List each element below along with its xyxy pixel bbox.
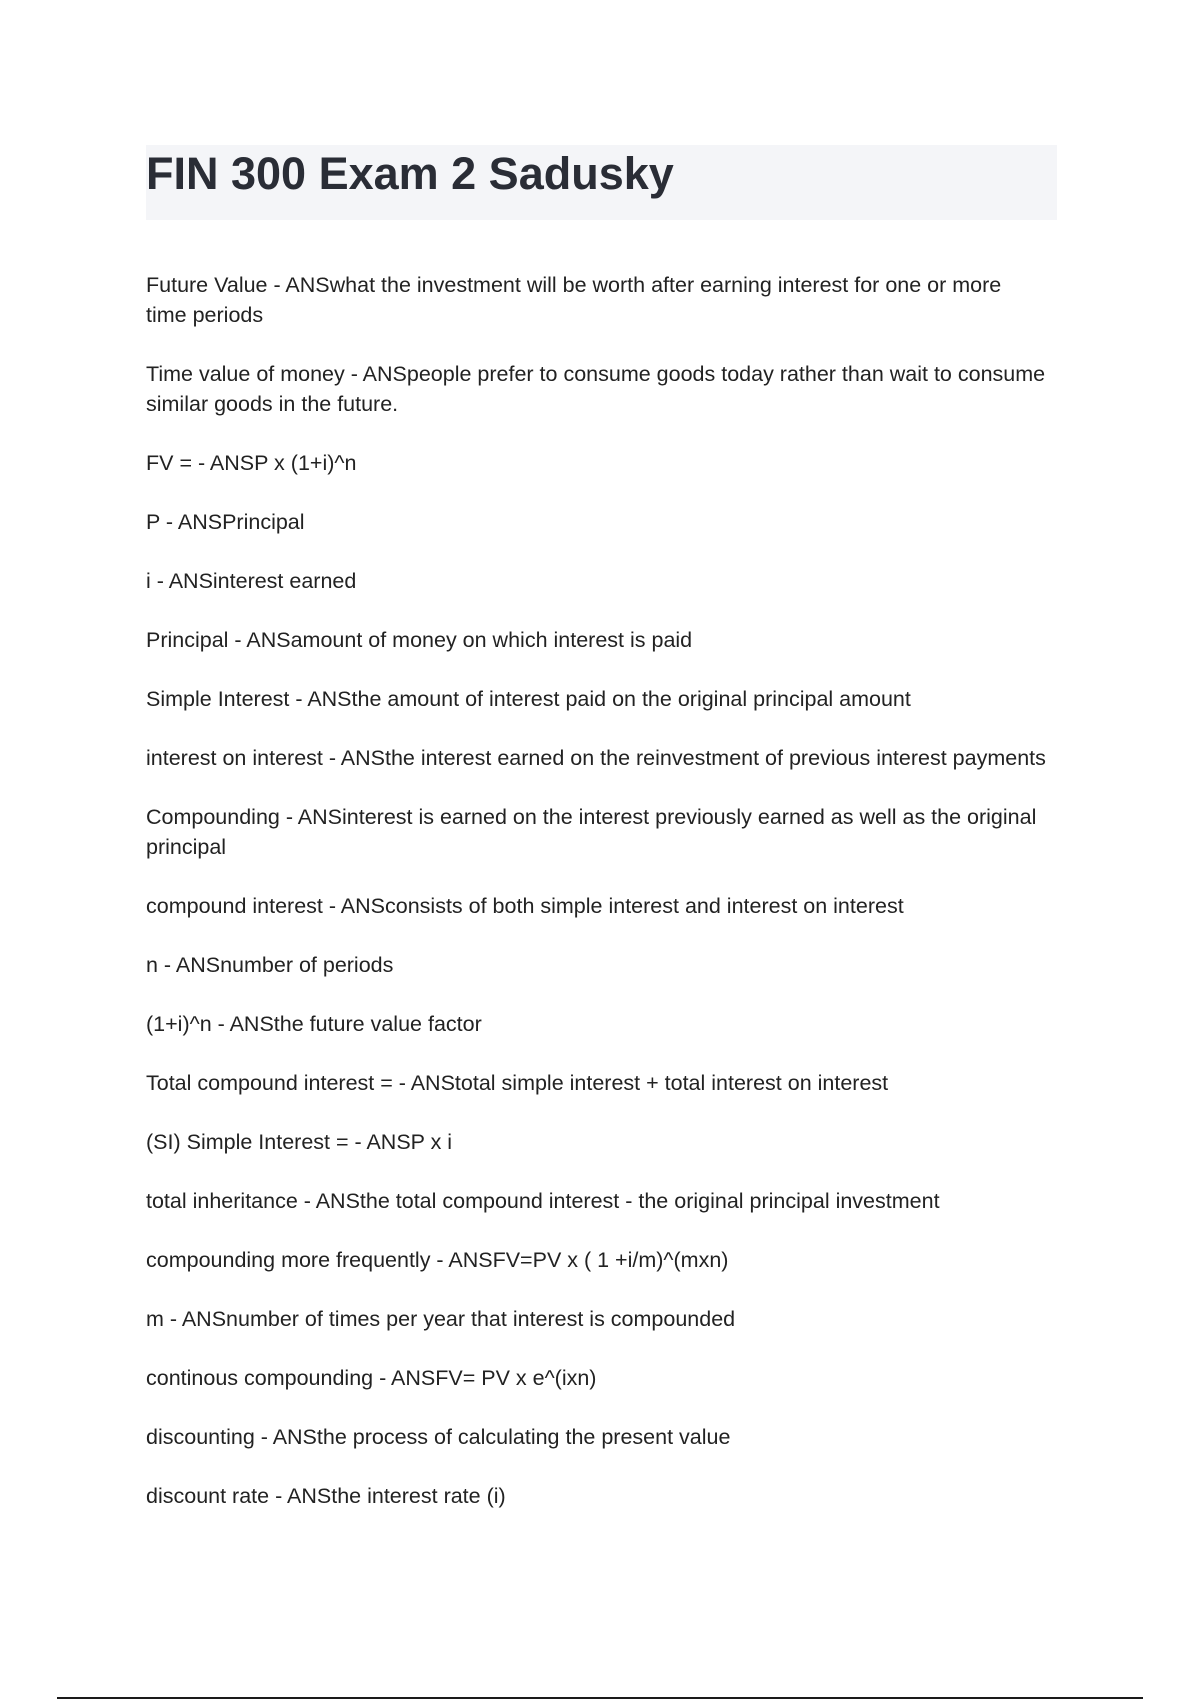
flashcard-entry: continous compounding - ANSFV= PV x e^(ixn) — [146, 1366, 597, 1390]
flashcard-entry: (SI) Simple Interest = - ANSP x i — [146, 1130, 453, 1154]
flashcard-entry: discount rate - ANSthe interest rate (i) — [146, 1484, 506, 1508]
flashcard-entry: interest on interest - ANSthe interest earned on the reinvestment of previous interest payments — [146, 746, 1046, 770]
footer-divider — [57, 1697, 1143, 1699]
flashcard-entry: n - ANSnumber of periods — [146, 953, 394, 977]
flashcard-entry: i - ANSinterest earned — [146, 569, 357, 593]
flashcard-entry: Time value of money - ANSpeople prefer to consume goods today rather than wait to consume similar goods in the future. — [146, 362, 1046, 416]
flashcard-list — [146, 270, 1046, 1540]
flashcard-entry: m - ANSnumber of times per year that interest is compounded — [146, 1307, 736, 1331]
flashcard-entry: discounting - ANSthe process of calculating the present value — [146, 1425, 731, 1449]
flashcard-entry: (1+i)^n - ANSthe future value factor — [146, 1012, 482, 1036]
flashcard-entry: compound interest - ANSconsists of both simple interest and interest on interest — [146, 894, 904, 918]
flashcard-entry: Compounding - ANSinterest is earned on the interest previously earned as well as the original principal — [146, 805, 1037, 859]
flashcard-entry: compounding more frequently - ANSFV=PV x ( 1 +i/m)^(mxn) — [146, 1248, 729, 1272]
flashcard-entry: Simple Interest - ANSthe amount of interest paid on the original principal amount — [146, 687, 911, 711]
flashcard-entry: P - ANSPrincipal — [146, 510, 305, 534]
flashcard-entry: FV = - ANSP x (1+i)^n — [146, 451, 357, 475]
title-band — [146, 145, 1057, 220]
page-title: FIN 300 Exam 2 Sadusky — [146, 148, 674, 199]
flashcard-entry: Total compound interest = - ANStotal simple interest + total interest on interest — [146, 1071, 889, 1095]
flashcard-entry: Future Value - ANSwhat the investment will be worth after earning interest for one or more time periods — [146, 273, 1002, 327]
flashcard-entry: Principal - ANSamount of money on which interest is paid — [146, 628, 693, 652]
flashcard-entry: total inheritance - ANSthe total compound interest - the original principal investment — [146, 1189, 940, 1213]
